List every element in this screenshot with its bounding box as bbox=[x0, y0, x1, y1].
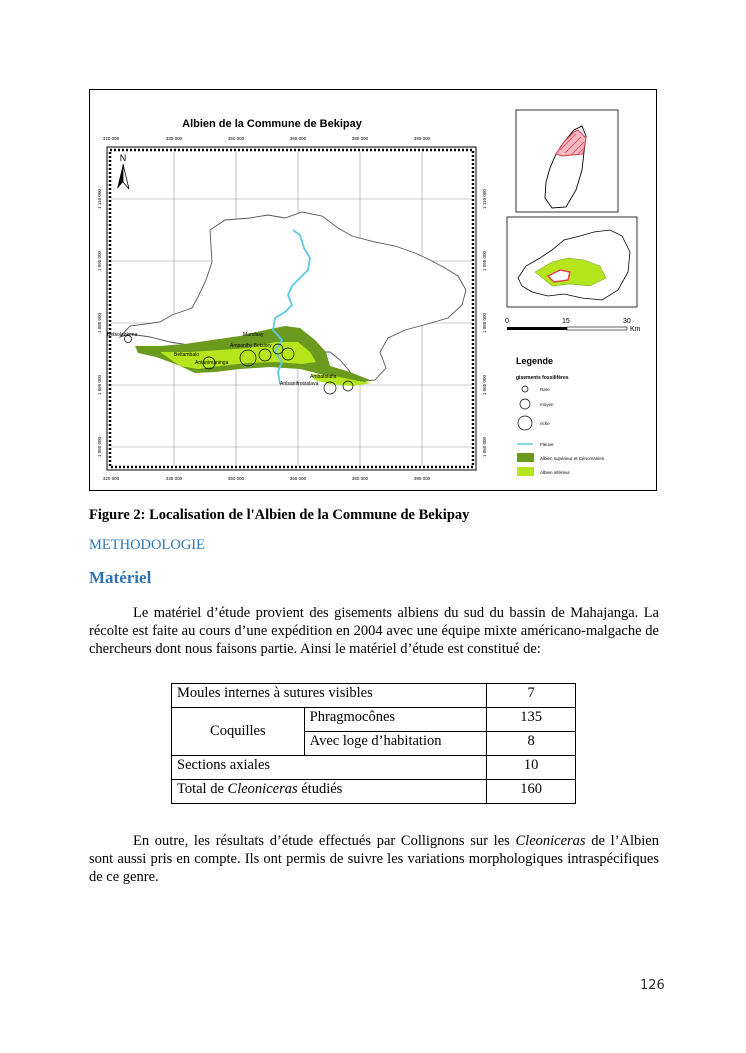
scale-label: 15 bbox=[562, 318, 570, 325]
y-tick-right: 1 050 000 bbox=[482, 436, 487, 458]
y-tick-left: 1 065 000 bbox=[97, 374, 102, 396]
y-tick-left: 1 095 000 bbox=[97, 250, 102, 272]
table-row bbox=[172, 756, 576, 780]
x-tick-top: 335 000 bbox=[165, 136, 183, 141]
place-label: Ampanihy Betsiory bbox=[230, 343, 272, 349]
scale-bar bbox=[505, 318, 641, 333]
y-tick-right: 1 110 000 bbox=[482, 189, 487, 209]
paragraph-collignons bbox=[89, 832, 659, 886]
table-row bbox=[172, 708, 576, 732]
scale-label: 0 bbox=[505, 318, 509, 325]
paragraph-materiel: Le matériel d’étude provient des gisements albiens du sud du bassin de Mahajanga. La récolte est faite au cours d’une expédition en 2004 avec une équipe mixte américano-malgache de chercheurs dont nous faisons partie. Ainsi le matériel d’étude est constitué de: bbox=[89, 605, 659, 657]
legend-item: Fleuve bbox=[540, 442, 554, 447]
legend-item: Rare bbox=[540, 387, 550, 392]
table-cell-label-total bbox=[172, 780, 487, 804]
legend-item: riche bbox=[540, 421, 550, 426]
section-heading: Matériel bbox=[89, 568, 152, 587]
x-tick-top: 380 000 bbox=[351, 136, 369, 141]
map-svg bbox=[90, 90, 656, 490]
x-tick-bottom: 350 000 bbox=[227, 476, 245, 481]
y-tick-right: 1 065 000 bbox=[482, 374, 487, 396]
scale-unit: Km bbox=[630, 326, 641, 333]
table-cell-label: Moules internes à sutures visibles bbox=[172, 684, 487, 708]
x-tick-bottom: 335 000 bbox=[165, 476, 183, 481]
table-cell-value: 8 bbox=[487, 732, 576, 756]
x-tick-bottom: 320 000 bbox=[102, 476, 120, 481]
place-label: Betsolankena bbox=[107, 332, 138, 338]
x-tick-bottom: 380 000 bbox=[351, 476, 369, 481]
x-tick-top: 320 000 bbox=[102, 136, 120, 141]
legend-item: Albien inférieur bbox=[540, 470, 571, 475]
x-tick-top: 350 000 bbox=[227, 136, 245, 141]
material-table bbox=[171, 683, 576, 804]
x-tick-bottom: 395 000 bbox=[413, 476, 431, 481]
figure-map bbox=[89, 89, 657, 491]
y-tick-left: 1 050 000 bbox=[97, 436, 102, 458]
y-tick-right: 1 080 000 bbox=[482, 312, 487, 334]
table-cell-value: 10 bbox=[487, 756, 576, 780]
table-cell-value: 160 bbox=[487, 780, 576, 804]
north-label: N bbox=[119, 153, 127, 163]
legend-title: Legende bbox=[516, 356, 554, 366]
total-label-post: étudiés bbox=[297, 781, 343, 797]
total-label-genus: Cleoniceras bbox=[227, 781, 298, 797]
y-tick-left: 1 080 000 bbox=[97, 312, 102, 334]
paragraph2-pre: En outre, les résultats d’étude effectués par Collignons sur les bbox=[133, 833, 516, 849]
place-label: Beltambalo bbox=[174, 352, 200, 358]
scale-label: 30 bbox=[623, 318, 631, 325]
place-label: Antanimaninga bbox=[195, 360, 229, 366]
table-cell-value: 7 bbox=[487, 684, 576, 708]
place-label: Marofasy bbox=[243, 332, 264, 338]
x-tick-top: 365 000 bbox=[289, 136, 307, 141]
map-legend bbox=[516, 356, 605, 476]
x-tick-bottom: 365 000 bbox=[289, 476, 307, 481]
place-label: Ambatolafia bbox=[310, 374, 337, 380]
table-cell-label: Phragmocônes bbox=[304, 708, 487, 732]
x-tick-top: 395 000 bbox=[413, 136, 431, 141]
figure-caption: Figure 2: Localisation de l'Albien de la Commune de Bekipay bbox=[89, 507, 470, 523]
page-number: 126 bbox=[640, 978, 665, 993]
y-tick-right: 1 095 000 bbox=[482, 250, 487, 272]
paragraph2-post: de l’Albien sont aussi pris en compte. Ils ont permis de suivre les variations morphologiques intraspécifiques de ce genre. bbox=[89, 833, 659, 885]
place-label: Antsanifrotsalava bbox=[280, 381, 319, 387]
total-label-pre: Total de bbox=[177, 781, 228, 797]
y-tick-left: 1 110 000 bbox=[97, 189, 102, 209]
table-cell-label: Avec loge d’habitation bbox=[304, 732, 487, 756]
table-row bbox=[172, 684, 576, 708]
legend-item: moyen bbox=[540, 402, 554, 407]
legend-item: Albien supérieur et Cénomanien bbox=[540, 456, 605, 461]
map-title: Albien de la Commune de Bekipay bbox=[182, 118, 362, 130]
table-cell-label: Sections axiales bbox=[172, 756, 487, 780]
legend-subtitle: gisements fossilifères bbox=[516, 375, 569, 381]
section-label: METHODOLOGIE bbox=[89, 537, 205, 553]
table-cell-value: 135 bbox=[487, 708, 576, 732]
table-cell-group: Coquilles bbox=[172, 708, 305, 756]
paragraph2-genus: Cleoniceras bbox=[515, 833, 586, 849]
table-row bbox=[172, 780, 576, 804]
